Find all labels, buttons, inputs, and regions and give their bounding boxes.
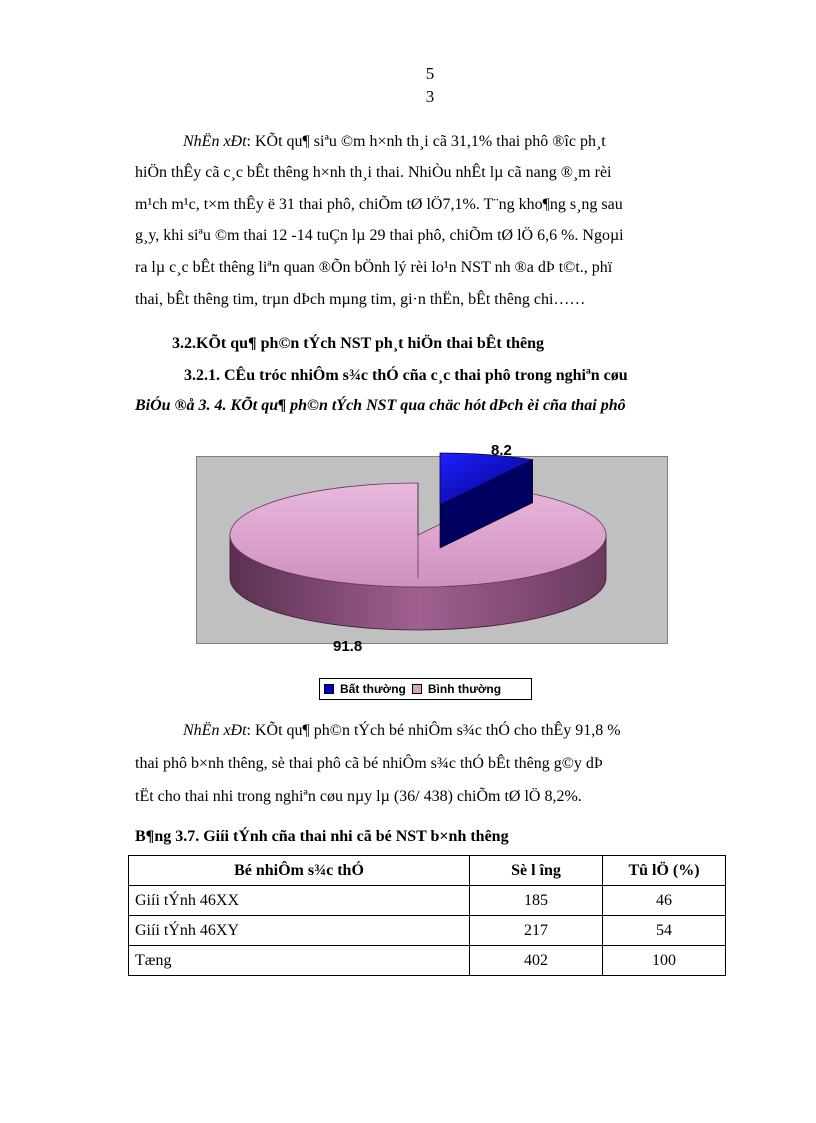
table-cell: 185 xyxy=(470,886,603,916)
legend-label-abnormal: Bất thường xyxy=(340,682,406,696)
pie-chart xyxy=(196,440,666,660)
para1-line-4: g¸y, khi siªu ©m thai 12 -14 tuÇn lµ 29 thai phô, chiÕm tØ lÖ 6,6 %. Ngoµi xyxy=(135,227,624,244)
para1-line-3: m¹ch m¹c, t×m thÊy ë 31 thai phô, chiÕm tØ lÖ7,1%. T¨ng kho¶ng s¸ng sau xyxy=(135,196,623,213)
chart-legend xyxy=(319,678,532,700)
para1-line-2: hiÖn thÊy cã c¸c bÊt thêng h×nh th¸i thai. NhiÒu nhÊt lµ cã nang ®¸m rèi xyxy=(135,164,612,181)
para1-line-5: ra lµ c¸c bÊt thêng liªn quan ®Õn bÖnh lý rèi lo¹n NST nh ®a dÞ t©t., phï xyxy=(135,259,613,276)
para2-text-1: : KÕt qu¶ ph©n tÝch bé nhiÔm s¾c thÓ cho thÊy 91,8 % xyxy=(246,722,621,739)
page-number-bottom: 3 xyxy=(425,87,435,106)
chart-caption: BiÓu ®å 3. 4. KÕt qu¶ ph©n tÝch NST qua chäc hót dÞch èi cña thai phô xyxy=(135,397,626,414)
table-cell: Giíi tÝnh 46XY xyxy=(129,916,470,946)
data-label-normal: 91.8 xyxy=(333,638,363,655)
subsection-heading: 3.2.1. CÊu tróc nhiÔm s¾c thÓ cña c¸c thai phô trong nghiªn cøu xyxy=(184,367,628,384)
para2-line-3: tËt cho thai nhi trong nghiªn cøu nµy lµ (36/ 438) chiÕm tØ lÖ 8,2%. xyxy=(135,788,582,805)
para1-line-1 xyxy=(135,133,713,151)
para1-text-1: : KÕt qu¶ siªu ©m h×nh th¸i cã 31,1% thai phô ®îc ph¸t xyxy=(246,133,606,150)
table-header: Sè l îng xyxy=(470,856,603,886)
table-cell: 100 xyxy=(603,946,726,976)
table-cell: Tæng xyxy=(129,946,470,976)
table-header: Tû lÖ (%) xyxy=(603,856,726,886)
para2-label: NhËn xÐt xyxy=(183,722,247,739)
table-cell: 217 xyxy=(470,916,603,946)
table-header-row xyxy=(129,856,726,886)
para2-line-2: thai phô b×nh thêng, sè thai phô cã bé nhiÔm s¾c thÓ bÊt thêng g©y dÞ xyxy=(135,755,603,772)
table-row xyxy=(129,946,726,976)
legend-label-normal: Bình thường xyxy=(427,682,502,696)
table-row xyxy=(129,916,726,946)
para1-label: NhËn xÐt xyxy=(183,133,247,150)
sex-distribution-table xyxy=(128,855,726,976)
table-cell: 54 xyxy=(603,916,726,946)
legend-swatch-abnormal xyxy=(324,684,334,694)
para2-line-1 xyxy=(135,722,713,740)
table-caption: B¶ng 3.7. Giíi tÝnh cña thai nhi cã bé NST b×nh thêng xyxy=(135,828,509,845)
page-number-top: 5 xyxy=(425,64,435,83)
data-label-abnormal: 8.2 xyxy=(491,442,512,459)
table-cell: 46 xyxy=(603,886,726,916)
table-header: Bé nhiÔm s¾c thÓ xyxy=(129,856,470,886)
para1-line-6: thai, bÊt thêng tim, trµn dÞch mµng tim, gi·n thËn, bÊt thêng chi…… xyxy=(135,291,586,308)
legend-swatch-normal xyxy=(412,684,422,694)
table-row xyxy=(129,886,726,916)
table-cell: 402 xyxy=(470,946,603,976)
section-heading: 3.2.KÕt qu¶ ph©n tÝch NST ph¸t hiÖn thai bÊt thêng xyxy=(172,335,544,352)
table-cell: Giíi tÝnh 46XX xyxy=(129,886,470,916)
